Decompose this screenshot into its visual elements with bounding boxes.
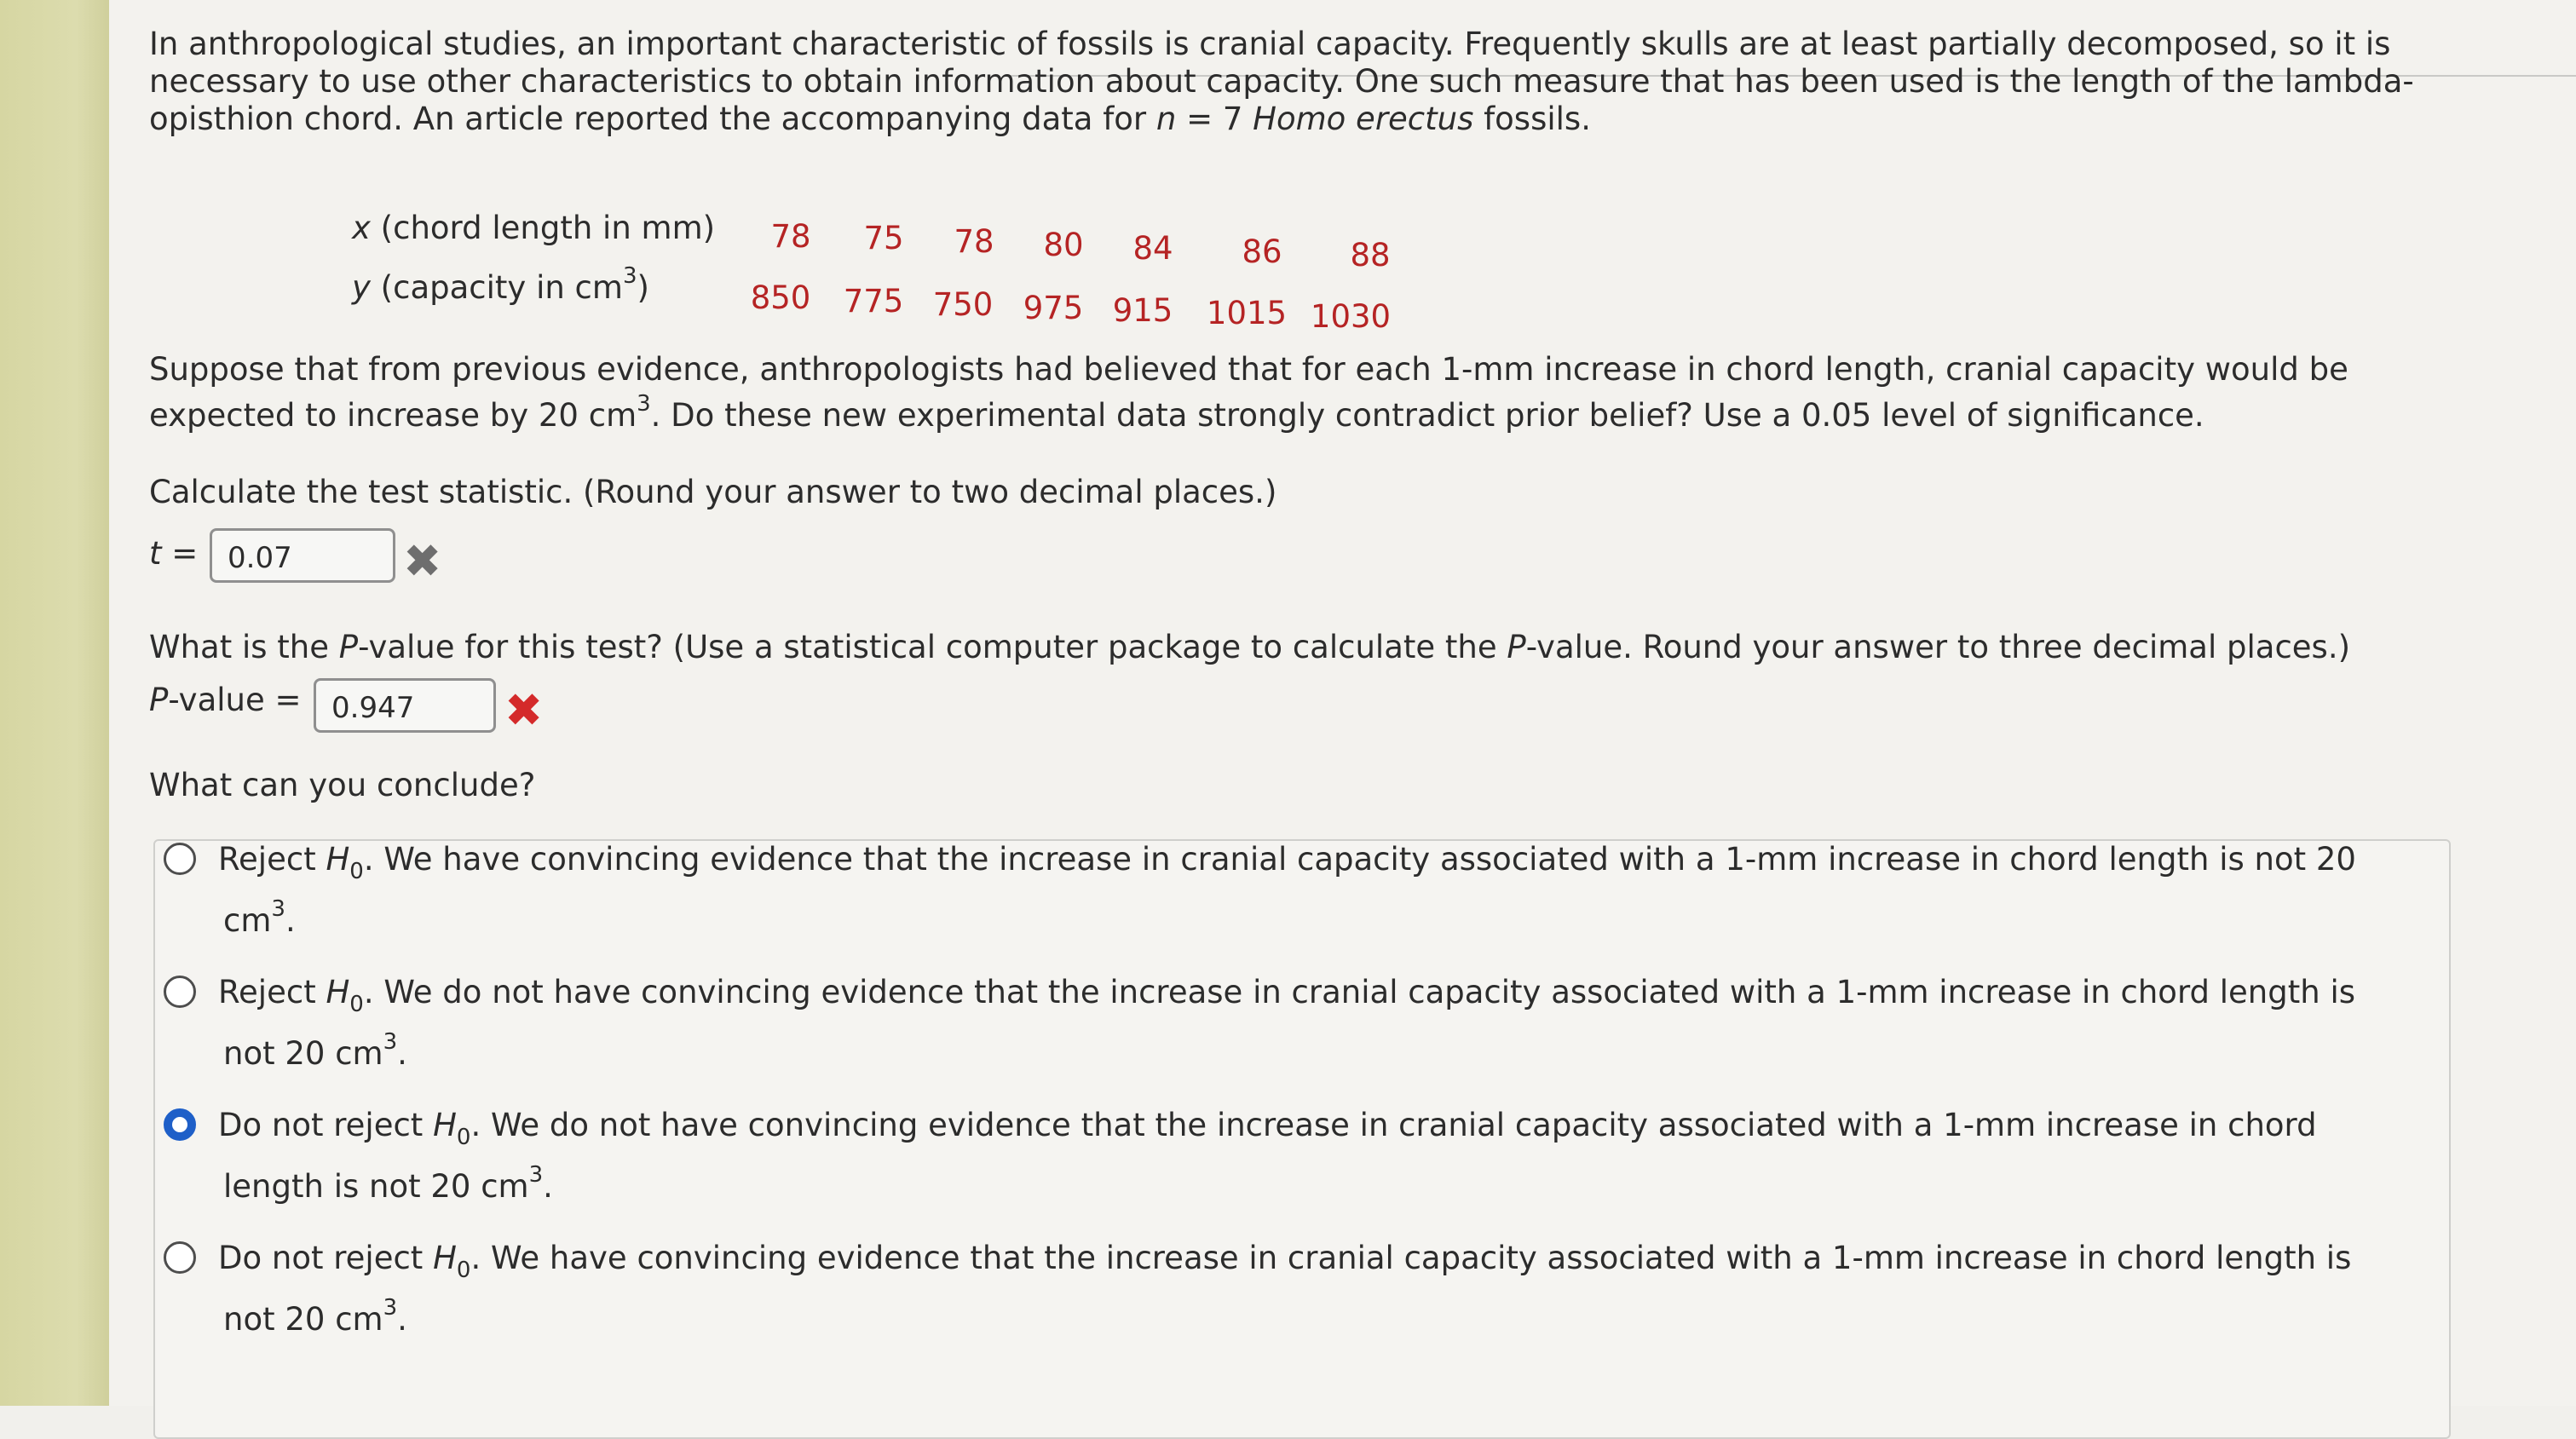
- option-3-h: H: [433, 1107, 457, 1143]
- y-value: 1030: [1310, 298, 1392, 335]
- q2-label-rest: -value =: [168, 682, 302, 718]
- option-2-line-1: [218, 974, 2355, 1015]
- scenario-line-1: Suppose that from previous evidence, anthropologists had believed that for each 1-mm increase in chord length, cranial capacity would be: [149, 351, 2348, 388]
- y-row-label: [352, 263, 649, 306]
- option-2-unit: not 20 cm: [223, 1035, 383, 1072]
- radio-button[interactable]: [164, 1241, 196, 1274]
- q2-prompt-c: -value. Round your answer to three decimal places.): [1525, 629, 2351, 665]
- option-4-h: H: [433, 1240, 457, 1276]
- scenario-sup: 3: [637, 391, 651, 417]
- radio-button-selected[interactable]: [164, 1108, 196, 1141]
- option-3-text: . We do not have convincing evidence that the increase in cranial capacity associated with a 1-mm increase in chord: [470, 1107, 2317, 1143]
- x-value: 86: [1242, 233, 1282, 270]
- intro-n-var: n: [1155, 101, 1177, 137]
- p-value-input[interactable]: 0.947: [314, 678, 496, 733]
- option-1-text: . We have convincing evidence that the increase in cranial capacity associated with a 1-mm increase in chord length is not 20: [363, 841, 2356, 878]
- option-1-h: H: [326, 841, 350, 878]
- option-4-unit: not 20 cm: [223, 1301, 383, 1338]
- intro-line-1: In anthropological studies, an important characteristic of fossils is cranial capacity. Frequently skulls are at least partially decomposed, so it is: [149, 26, 2391, 62]
- x-value: 84: [1132, 230, 1173, 267]
- y-value: 850: [750, 279, 811, 316]
- radio-button[interactable]: [164, 843, 196, 875]
- option-1-lead: Reject: [218, 841, 326, 878]
- option-1-unit: cm: [223, 902, 272, 939]
- y-var: y: [352, 269, 371, 306]
- q1-prompt: Calculate the test statistic. (Round your answer to two decimal places.): [149, 474, 1277, 510]
- option-3-sup: 3: [528, 1162, 544, 1188]
- option-4-sub: 0: [456, 1258, 471, 1283]
- option-3-sub: 0: [456, 1125, 471, 1150]
- y-value: 915: [1112, 292, 1173, 329]
- q2-prompt-a: What is the: [149, 629, 339, 665]
- option-2-end: .: [397, 1035, 407, 1072]
- x-value: 78: [770, 218, 811, 255]
- y-label-sup: 3: [622, 263, 637, 289]
- x-value: 80: [1043, 227, 1084, 263]
- x-value: 75: [863, 220, 904, 256]
- question-panel: [109, 0, 2576, 1406]
- option-2-text: . We do not have convincing evidence that the increase in cranial capacity associated with a 1-mm increase in chord length is: [363, 974, 2356, 1010]
- left-margin-strip: [0, 0, 109, 1406]
- scenario-line-2b: . Do these new experimental data strongly contradict prior belief? Use a 0.05 level of significance.: [650, 397, 2204, 434]
- q2-prompt-p: P: [338, 629, 359, 665]
- y-value: 750: [932, 286, 994, 323]
- option-1-sup: 3: [271, 896, 285, 922]
- q2-prompt: [149, 629, 2350, 666]
- intro-eq: = 7: [1176, 101, 1253, 137]
- option-4-line-1: [218, 1240, 2351, 1281]
- intro-end: fossils.: [1473, 101, 1591, 137]
- option-4-end: .: [397, 1301, 407, 1338]
- q1-label: [149, 535, 198, 573]
- option-1-end: .: [285, 902, 296, 939]
- q2-prompt-p2: P: [1507, 629, 1526, 665]
- q1-var: t: [149, 535, 162, 572]
- q2-label: [149, 682, 302, 719]
- option-2-sub: 0: [349, 992, 364, 1017]
- y-label-close: ): [637, 269, 649, 306]
- y-value: 775: [843, 283, 904, 319]
- test-statistic-input[interactable]: 0.07: [210, 528, 395, 583]
- scenario-line-2a: expected to increase by 20 cm: [149, 397, 637, 434]
- x-var: x: [352, 210, 371, 246]
- scenario-line-2: [149, 391, 2204, 438]
- y-label-text: (capacity in cm: [370, 269, 623, 306]
- option-1-sub: 0: [349, 859, 364, 884]
- intro-line-2: necessary to use other characteristics to obtain information about capacity. One such measure that has been used is the length of the lambda-: [149, 63, 2414, 100]
- option-4-line-2: [223, 1295, 407, 1342]
- option-3-line-1: [218, 1107, 2317, 1148]
- x-row-label: [352, 210, 715, 246]
- option-4-sup: 3: [383, 1295, 398, 1321]
- option-3-lead: Do not reject: [218, 1107, 434, 1143]
- option-1-line-1: [218, 841, 2356, 882]
- q2-label-p: P: [149, 682, 169, 718]
- option-2-sup: 3: [383, 1029, 398, 1055]
- incorrect-icon: ✖: [504, 683, 544, 737]
- q2-prompt-b: -value for this test? (Use a statistical computer package to calculate the: [358, 629, 1507, 665]
- option-3-unit: length is not 20 cm: [223, 1168, 529, 1205]
- option-4-lead: Do not reject: [218, 1240, 434, 1276]
- intro-species: Homo erectus: [1253, 101, 1474, 137]
- option-4-text: . We have convincing evidence that the increase in cranial capacity associated with a 1-mm increase in chord length is: [470, 1240, 2352, 1276]
- q3-prompt: What can you conclude?: [149, 767, 536, 803]
- x-label-text: (chord length in mm): [370, 210, 716, 246]
- y-value: 975: [1023, 290, 1084, 326]
- intro-line-3-text: opisthion chord. An article reported the accompanying data for: [149, 101, 1147, 137]
- option-1-line-2: [223, 896, 296, 943]
- radio-button[interactable]: [164, 976, 196, 1008]
- incorrect-icon: ✖: [403, 534, 442, 588]
- option-3-end: .: [543, 1168, 553, 1205]
- x-value: 78: [954, 223, 994, 260]
- intro-line-3: [149, 101, 1591, 138]
- option-2-lead: Reject: [218, 974, 326, 1010]
- q1-eq: =: [161, 535, 199, 572]
- option-2-h: H: [326, 974, 350, 1010]
- y-value: 1015: [1206, 295, 1288, 331]
- conclusion-options: [153, 839, 2451, 1439]
- option-3-line-2: [223, 1162, 553, 1209]
- option-2-line-2: [223, 1029, 407, 1076]
- x-value: 88: [1350, 237, 1391, 273]
